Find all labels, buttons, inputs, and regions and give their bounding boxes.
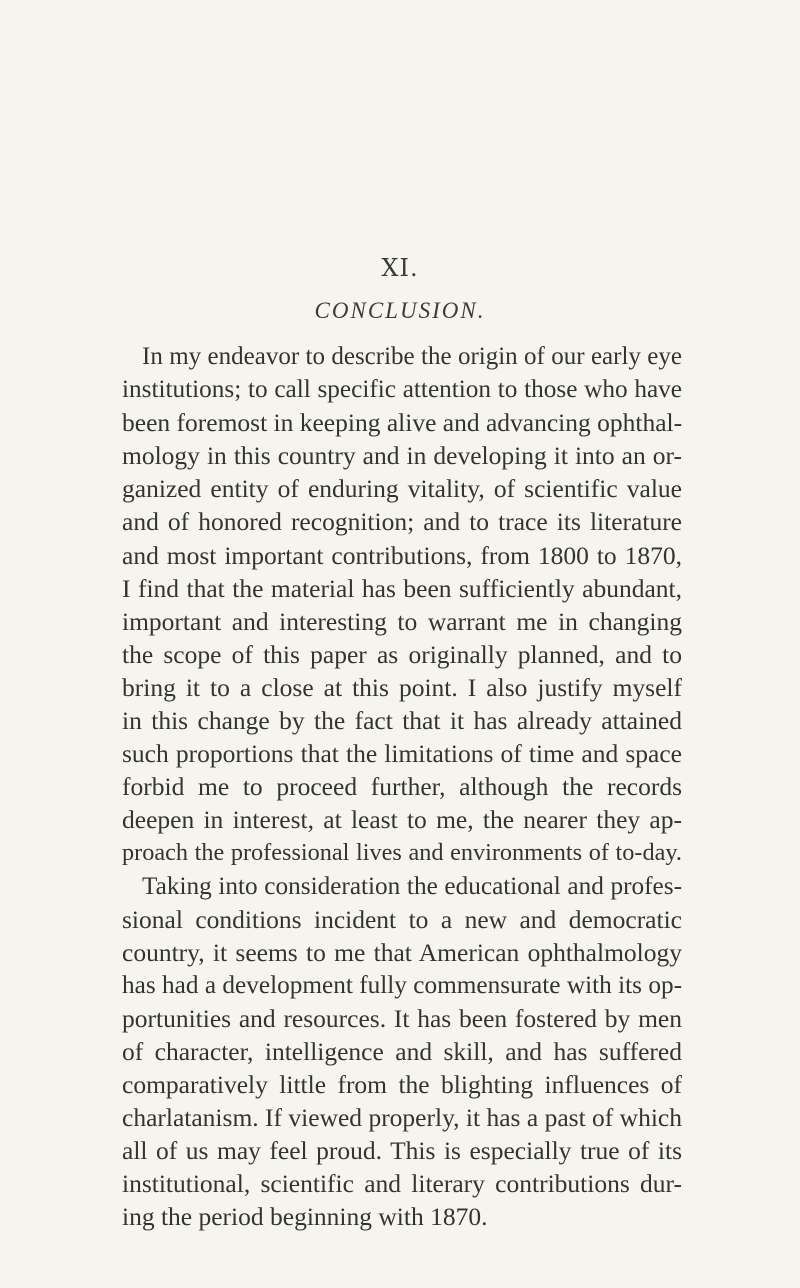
text-line: has had a development fully commensurate with its op- [122, 970, 682, 999]
text-line: deepen in interest, at least to me, the nearer they ap- [122, 805, 682, 835]
text-line: been foremost in keeping alive and advancing ophthal- [122, 408, 683, 438]
text-line: Taking into consideration the educational and profes- [142, 871, 682, 900]
text-line: ganized entity of enduring vitality, of scientific value [122, 474, 682, 504]
text-line: forbid me to proceed further, although the records [122, 772, 682, 802]
text-line: proach the professional lives and environments of to-day. [122, 839, 682, 867]
text-line: In my endeavor to describe the origin of our early eye [142, 343, 682, 370]
text-line: country, it seems to me that American ophthalmology [122, 937, 682, 967]
text-line: bring it to a close at this point. I also justify myself [122, 672, 682, 702]
text-line: comparatively little from the blighting influences of [122, 1070, 682, 1100]
text-line: in this change by the fact that it has already attained [122, 706, 682, 736]
text-line: institutional, scientific and literary contributions dur- [122, 1169, 682, 1199]
chapter-number: XI. [381, 254, 419, 282]
text-line: all of us may feel proud. This is especially true of its [122, 1136, 682, 1166]
text-line: such proportions that the limitations of time and space [122, 739, 682, 769]
text-line: portunities and resources. It has been fostered by men [122, 1003, 682, 1033]
text-line: sional conditions incident to a new and democratic [122, 904, 682, 934]
text-line: and most important contributions, from 1800 to 1870, [122, 540, 682, 570]
text-line: ing the period beginning with 1870. [122, 1202, 488, 1232]
text-line: and of honored recognition; and to trace its literature [122, 507, 682, 537]
text-line: important and interesting to warrant me in changing [122, 606, 682, 636]
text-line: institutions; to call specific attention to those who have [122, 375, 682, 404]
text-line: I find that the material has been sufficiently abundant, [122, 573, 682, 603]
text-line: the scope of this paper as originally planned, and to [122, 639, 682, 669]
text-line: charlatanism. If viewed properly, it has a past of which [122, 1103, 682, 1133]
text-line: of character, intelligence and skill, and has suffered [122, 1036, 682, 1066]
chapter-title: CONCLUSION. [314, 298, 486, 323]
text-line: mology in this country and in developing it into an or- [122, 441, 682, 471]
chapter-body [122, 340, 682, 1234]
